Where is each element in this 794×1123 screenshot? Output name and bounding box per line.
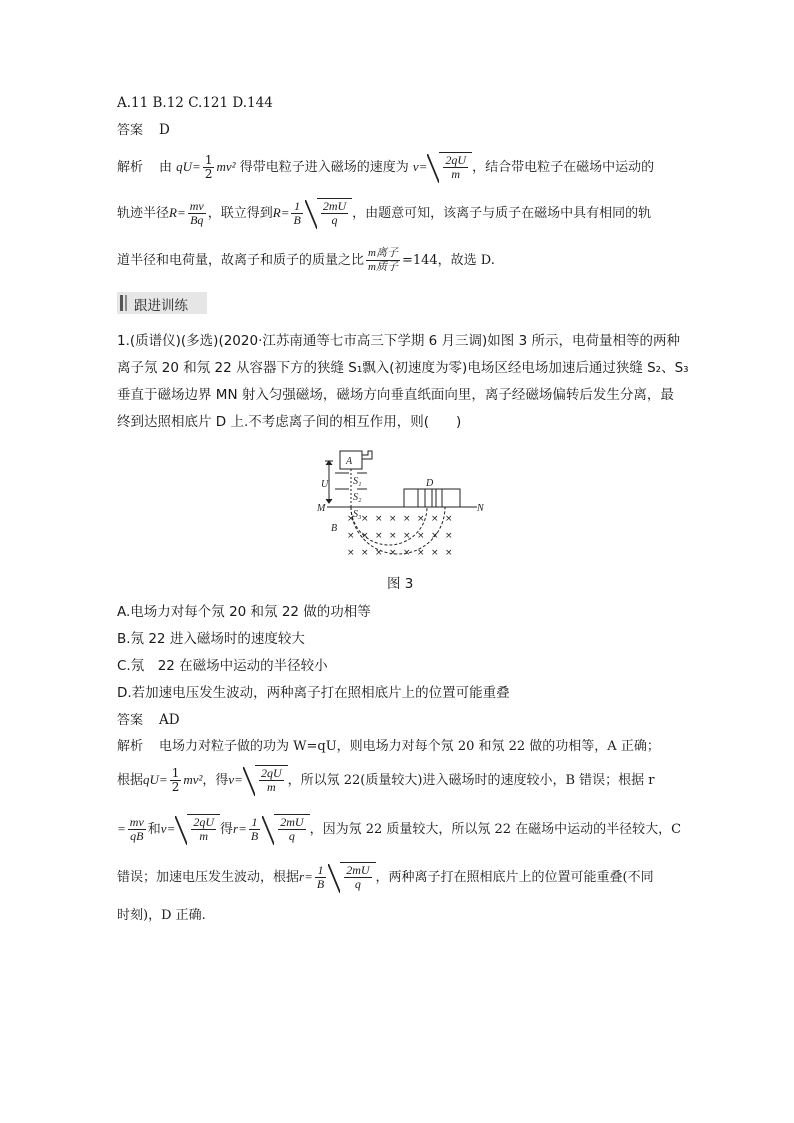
frac-num: 1 <box>291 200 302 214</box>
frac-num: 2mU <box>280 815 304 829</box>
math: qU= <box>176 159 201 174</box>
option-b: B.氖 22 进入磁场时的速度较大 <box>117 631 305 647</box>
text: 由 <box>159 160 173 175</box>
sqrt <box>427 152 472 183</box>
sqrt <box>243 765 288 796</box>
q1-analysis-line-5: 时刻)，D 正确. <box>117 908 206 923</box>
fraction <box>315 864 326 891</box>
math: r= <box>299 869 313 884</box>
q1-analysis-line-3 <box>117 814 681 845</box>
q0-options: A.11 B.12 C.121 D.144 <box>117 95 273 111</box>
fraction <box>188 200 206 227</box>
fraction <box>170 767 182 794</box>
math: v= <box>160 821 176 836</box>
svg-text:×: × <box>431 514 439 524</box>
svg-text:×: × <box>417 548 425 558</box>
frac-num: m离子 <box>368 247 398 259</box>
text: ，因为氖 22 质量较大，所以氖 22 在磁场中运动的半径较大，C <box>309 822 682 837</box>
analysis-label: 解析 <box>117 160 144 175</box>
svg-text:×: × <box>389 514 397 524</box>
frac-den: Bq <box>190 213 204 227</box>
q1-analysis-line-1 <box>117 737 660 757</box>
text: =144，故选 D. <box>401 253 495 268</box>
svg-text:×: × <box>417 514 425 524</box>
frac-den: m <box>199 829 209 843</box>
text: 轨迹半径 <box>117 206 170 221</box>
text: ，所以氖 22(质量较大)进入磁场时的速度较小，B 错误；根据 r <box>287 773 655 788</box>
svg-text:×: × <box>431 548 439 558</box>
math: v= <box>412 159 428 174</box>
text: ，两种离子打在照相底片上的位置可能重叠(不同 <box>375 870 654 885</box>
svg-text:×: × <box>403 531 411 541</box>
label-S3: S₃ <box>353 509 362 520</box>
text: 电场力对粒子做的功为 W=qU，则电场力对每个氖 20 和氖 22 做的功相等，A 正确； <box>159 739 660 754</box>
sqrt <box>305 198 352 229</box>
frac-num: 2qU <box>260 766 282 780</box>
text: 道半径和电荷量，故离子和质子的质量之比 <box>117 253 365 268</box>
label-D: D <box>426 478 434 489</box>
text: 得 <box>220 822 234 837</box>
frac-den: m <box>451 167 461 181</box>
svg-text:×: × <box>361 531 369 541</box>
q1-stem-line-2: 离子氖 20 和氖 22 从容器下方的狭缝 S₁飘入(初速度为零)电场区经电场加速后通过狭缝 S₂、S₃ <box>117 360 689 376</box>
fraction <box>278 816 305 843</box>
svg-text:×: × <box>347 531 355 541</box>
frac-den: qB <box>130 829 144 843</box>
answer-value: AD <box>159 712 180 728</box>
figure-caption: 图 3 <box>387 576 414 592</box>
frac-num: mv <box>189 199 204 213</box>
frac-den: 2 <box>204 167 213 181</box>
answer-value: D <box>159 122 170 138</box>
text: ，得 <box>202 773 229 788</box>
mass-spectrometer-figure <box>317 447 482 567</box>
label-B: B <box>331 523 338 534</box>
label-N: N <box>477 503 484 514</box>
q1-stem-line-3: 垂直于磁场边界 MN 射入匀强磁场，磁场方向垂直纸面向里，离子经磁场偏转后发生分离，最 <box>117 387 674 403</box>
svg-text:×: × <box>389 548 397 558</box>
sqrt <box>175 814 220 845</box>
frac-num: 2qU <box>445 153 467 167</box>
fraction <box>191 816 216 843</box>
frac-num: 1 <box>204 153 213 167</box>
option-a: A.电场力对每个氖 20 和氖 22 做的功相等 <box>117 604 371 620</box>
fraction <box>443 154 468 181</box>
frac-den: B <box>316 877 325 891</box>
frac-num: 2mU <box>322 199 347 213</box>
math: mv² <box>183 772 203 787</box>
fraction <box>128 816 146 843</box>
frac-den: B <box>250 829 259 843</box>
math: mv² <box>216 159 236 174</box>
frac-den: q <box>331 213 338 227</box>
q0-answer <box>117 120 170 141</box>
frac-den: q <box>354 877 361 891</box>
q0-analysis-line-3 <box>117 246 495 276</box>
frac-num: mv <box>129 815 144 829</box>
frac-num: 2mU <box>346 863 370 877</box>
answer-label: 答案 <box>117 713 144 728</box>
sqrt <box>262 814 309 845</box>
text: 错误；加速电压发生波动，根据 <box>117 870 300 885</box>
label-S1: S₁ <box>353 476 362 487</box>
q1-stem-line-4: 终到达照相底片 D 上.不考虑离子间的相互作用，则( ) <box>117 414 462 430</box>
q1-answer <box>117 710 180 731</box>
frac-den: q <box>288 829 295 843</box>
frac-den: m <box>266 780 276 794</box>
math: R= <box>272 205 290 220</box>
text: ，由题意可知，该离子与质子在磁场中具有相同的轨 <box>352 206 652 221</box>
q0-analysis-line-1 <box>117 152 654 183</box>
svg-text:×: × <box>361 548 369 558</box>
q0-analysis-line-2 <box>117 198 651 229</box>
option-c: C.氖 22 在磁场中运动的半径较小 <box>117 658 328 674</box>
text: 和 <box>147 822 161 837</box>
frac-den: B <box>293 213 301 227</box>
fraction <box>321 200 348 227</box>
frac-num: 1 <box>315 864 326 878</box>
fraction <box>249 816 260 843</box>
fraction <box>291 200 302 227</box>
fraction <box>366 247 400 274</box>
frac-den: 2 <box>171 780 180 794</box>
svg-text:×: × <box>417 531 425 541</box>
fraction <box>259 767 284 794</box>
q1-analysis-line-4 <box>117 862 654 893</box>
section-title: 跟进训练 <box>134 298 188 314</box>
svg-text:×: × <box>375 514 383 524</box>
fraction <box>344 864 371 891</box>
section-header <box>117 292 207 314</box>
text: ，结合带电粒子在磁场中运动的 <box>472 160 655 175</box>
svg-text:×: × <box>445 514 453 524</box>
svg-text:×: × <box>347 514 355 524</box>
answer-label: 答案 <box>117 123 144 138</box>
svg-text:×: × <box>403 514 411 524</box>
svg-text:×: × <box>375 548 383 558</box>
frac-num: 2qU <box>193 815 215 829</box>
analysis-label: 解析 <box>117 739 144 754</box>
frac-num: 1 <box>249 816 260 830</box>
svg-text:×: × <box>347 548 355 558</box>
q1-stem-line-1: 1.(质谱仪)(多选)(2020·江苏南通等七市高三下学期 6 月三调)如图 3 所示，电荷量相等的两种 <box>117 333 680 349</box>
svg-text:×: × <box>431 531 439 541</box>
text: 根据 <box>117 773 144 788</box>
q1-analysis-line-2 <box>117 765 654 796</box>
text: ，联立得到 <box>207 206 273 221</box>
label-S2: S₂ <box>353 492 362 503</box>
math: qU= <box>143 772 168 787</box>
text: 得带电粒子进入磁场的速度为 <box>239 160 409 175</box>
label-A: A <box>346 456 353 467</box>
svg-text:×: × <box>361 514 369 524</box>
math: R= <box>169 205 186 220</box>
math: = <box>117 821 126 836</box>
frac-num: 1 <box>171 766 180 780</box>
svg-text:×: × <box>389 531 397 541</box>
sqrt <box>328 862 375 893</box>
svg-text:×: × <box>403 548 411 558</box>
option-d: D.若加速电压发生波动，两种离子打在照相底片上的位置可能重叠 <box>117 685 510 701</box>
svg-text:×: × <box>445 531 453 541</box>
math: v= <box>228 772 243 787</box>
frac-den: m质子 <box>368 261 398 273</box>
math: r= <box>233 821 247 836</box>
label-M: M <box>317 503 326 514</box>
label-U: U <box>321 479 329 490</box>
svg-text:×: × <box>375 531 383 541</box>
fraction <box>203 154 215 181</box>
svg-text:×: × <box>445 548 453 558</box>
